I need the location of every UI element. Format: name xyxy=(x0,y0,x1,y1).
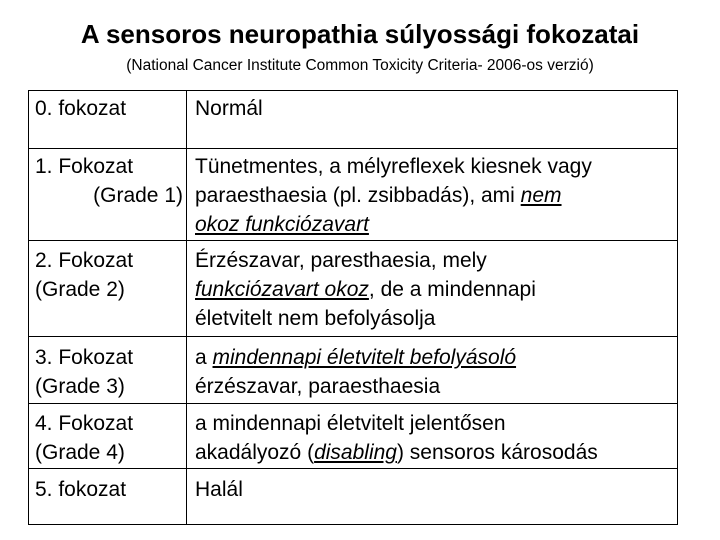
emphasis-text: mindennapi életvitelt befolyásoló xyxy=(212,346,517,369)
table-row-grade-5 xyxy=(29,469,677,524)
table-row-grade-2 xyxy=(29,241,677,337)
grade-label xyxy=(35,409,183,467)
table-row-grade-1 xyxy=(29,149,677,241)
grade-label-main: 2. Fokozat xyxy=(35,249,134,272)
grade-label xyxy=(35,343,183,401)
description-line: a mindennapi életvitelt jelentősen xyxy=(195,412,506,435)
description-text: akadályozó ( xyxy=(195,441,315,464)
grade-label-main: 1. Fokozat xyxy=(35,155,134,178)
description-text: ) sensoros károsodás xyxy=(396,441,598,464)
description-line xyxy=(195,275,675,304)
grade-label-sub: (Grade 2) xyxy=(35,278,125,301)
grade-label-sub: (Grade 3) xyxy=(35,375,125,398)
grade-description xyxy=(195,152,675,239)
grade-label-main: 3. Fokozat xyxy=(35,346,134,369)
page-title: A sensoros neuropathia súlyossági fokozatai xyxy=(80,19,640,49)
page-subtitle: (National Cancer Institute Common Toxicity Criteria- 2006-os verzió) xyxy=(126,57,594,74)
grade-label: 0. fokozat xyxy=(35,97,127,120)
description-line xyxy=(195,438,675,467)
description-text: , de a mindennapi xyxy=(368,278,536,301)
description-line: életvitelt nem befolyásolja xyxy=(195,307,436,330)
description-line xyxy=(195,181,675,210)
description-text: a xyxy=(195,346,213,369)
description-line: Tünetmentes, a mélyreflexek kiesnek vagy xyxy=(195,155,592,178)
description-line xyxy=(195,210,675,239)
grade-description xyxy=(195,409,675,467)
grade-description: Halál xyxy=(195,478,243,501)
emphasis-text: nem xyxy=(520,184,562,207)
description-text: paraesthaesia (pl. zsibbadás), ami xyxy=(195,184,521,207)
grade-label xyxy=(35,246,183,304)
grade-label-sub: (Grade 1) xyxy=(93,184,183,207)
emphasis-text: disabling xyxy=(314,441,397,464)
emphasis-text: funkciózavart okoz xyxy=(195,278,369,301)
description-line: érzészavar, paraesthaesia xyxy=(195,375,441,398)
description-line xyxy=(195,343,675,372)
emphasis-text: okoz funkciózavart xyxy=(195,213,369,236)
grade-label xyxy=(35,152,183,210)
table-row-grade-3 xyxy=(29,337,677,404)
grade-description: Normál xyxy=(195,97,263,120)
table-row-grade-0 xyxy=(29,91,677,149)
table-row-grade-4 xyxy=(29,404,677,469)
grade-label: 5. fokozat xyxy=(35,478,127,501)
grade-label-sub: (Grade 4) xyxy=(35,441,125,464)
grading-table xyxy=(28,90,678,525)
description-line: Érzészavar, paresthaesia, mely xyxy=(195,249,487,272)
grade-label-main: 4. Fokozat xyxy=(35,412,134,435)
grade-description xyxy=(195,246,675,333)
grade-description xyxy=(195,343,675,401)
